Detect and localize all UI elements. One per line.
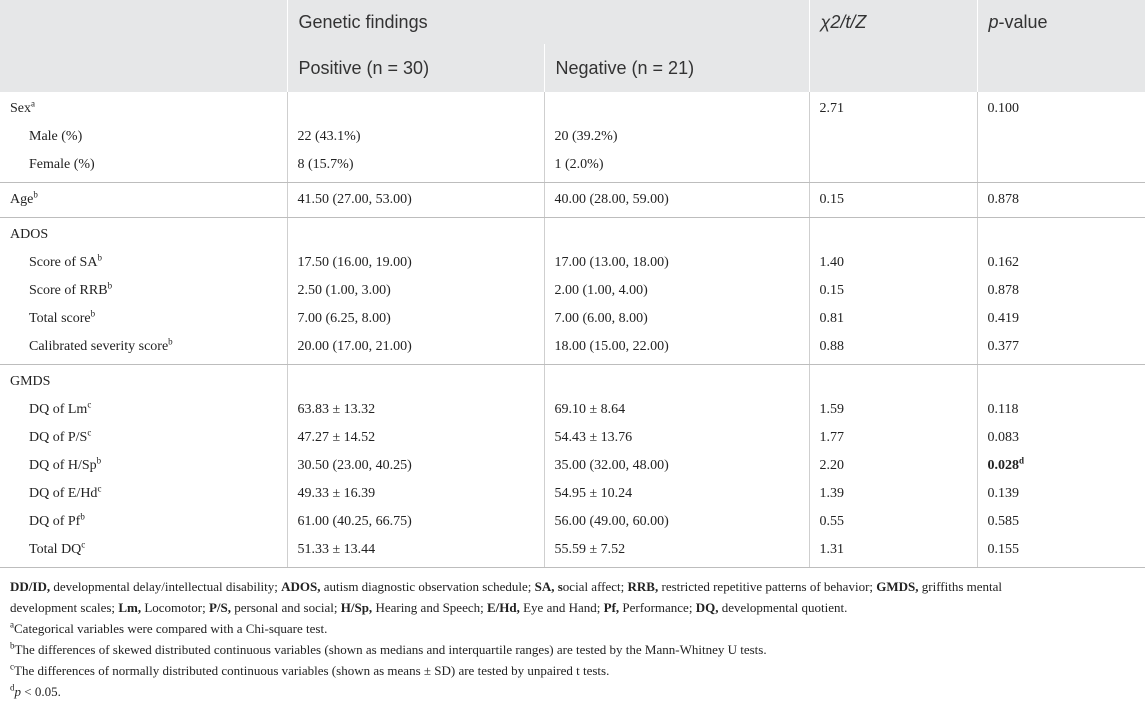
ados-row-p: [988, 305, 1145, 333]
ados-row-stat: 0.15: [819, 283, 845, 298]
gmds-row-label-text: DQ of E/Hd: [29, 486, 98, 501]
footnote-c-text: The differences of normally distributed continuous variables (shown as means ± SD) are tested by unpaired t tests.: [14, 663, 610, 678]
gmds-label: GMDS: [10, 374, 51, 389]
footnote-d-p: p: [14, 684, 21, 699]
ados-row-negative: 2.00 (1.00, 4.00): [554, 283, 648, 298]
ados-row-label: [10, 305, 287, 333]
gmds-row-label: [10, 480, 287, 508]
age-negative: 40.00 (28.00, 59.00): [554, 192, 669, 207]
sex-p: 0.100: [987, 101, 1020, 116]
gmds-row-p-sup: d: [1019, 455, 1025, 466]
gmds-row-label-text: DQ of Pf: [29, 514, 81, 529]
ados-row-label-text: Score of RRB: [29, 283, 108, 298]
gmds-row-p-value: 0.139: [987, 486, 1020, 501]
gmds-row-p-value: 0.118: [987, 402, 1019, 417]
ados-row-positive: 17.50 (16.00, 19.00): [297, 255, 412, 270]
female-label: Female (%): [29, 157, 95, 172]
ados-row-stat: 0.88: [819, 339, 845, 354]
footnote-b-text: The differences of skewed distributed continuous variables (shown as medians and interquartile ranges) are tested by the Mann-Whitney U tests.: [14, 642, 767, 657]
age-p: 0.878: [987, 192, 1020, 207]
gmds-row-negative: 56.00 (49.00, 60.00): [554, 514, 669, 529]
male-negative: 20 (39.2%): [554, 129, 618, 144]
abbreviation-term: H/Sp,: [340, 600, 373, 615]
abbreviations-line-2: [10, 597, 1135, 618]
gmds-row-positive: 47.27 ± 14.52: [297, 430, 376, 445]
header-blank-3: [809, 44, 977, 92]
footnote-c: [10, 660, 1135, 681]
header-p-letter: p: [988, 11, 999, 32]
gmds-row-label: [10, 452, 287, 480]
table-row-ados: [0, 218, 1145, 365]
footnote-a: [10, 618, 1135, 639]
header-blank-2: [0, 44, 287, 92]
table-row-age: [0, 183, 1145, 218]
gmds-row-negative: 55.59 ± 7.52: [554, 542, 626, 557]
gmds-row-positive: 51.33 ± 13.44: [297, 542, 376, 557]
ados-row-positive: 20.00 (17.00, 21.00): [297, 339, 412, 354]
ados-row-label-sup: b: [97, 252, 102, 263]
ados-row-label-text: Total score: [29, 311, 91, 326]
ados-row-p-value: 0.377: [987, 339, 1020, 354]
header-genetic-findings: Genetic findings: [287, 0, 809, 44]
gmds-row-p-value: 0.028: [987, 458, 1020, 473]
header-positive: Positive (n = 30): [287, 44, 544, 92]
gmds-row-label-text: DQ of H/Sp: [29, 458, 97, 473]
gmds-row-negative: 54.95 ± 10.24: [554, 486, 633, 501]
ados-row-label-sup: b: [107, 280, 113, 291]
gmds-row-p-value: 0.083: [987, 430, 1020, 445]
gmds-row-stat: 0.55: [819, 514, 845, 529]
header-stat: [809, 0, 977, 44]
abbreviation-definition: Hearing and Speech;: [372, 600, 487, 615]
footnote-a-text: Categorical variables were compared with a Chi-square test.: [14, 621, 328, 636]
abbreviation-definition: Locomotor;: [141, 600, 209, 615]
gmds-row-negative: 69.10 ± 8.64: [554, 402, 626, 417]
abbreviation-definition: autism diagnostic observation schedule;: [320, 579, 535, 594]
gmds-row-label: [10, 536, 287, 564]
table-row-gmds: [0, 365, 1145, 568]
footnote-d-text: < 0.05.: [21, 684, 61, 699]
header-p-value: [977, 0, 1145, 44]
footnote-d: [10, 681, 1135, 702]
gmds-row-label-sup: c: [87, 427, 92, 438]
gmds-row-positive: 63.83 ± 13.32: [297, 402, 376, 417]
gmds-row-p: [988, 480, 1145, 508]
ados-row-p-value: 0.419: [987, 311, 1020, 326]
footnote-a-sup: a: [10, 619, 14, 630]
ados-row-label: [10, 277, 287, 305]
abbreviation-definition: restricted repetitive patterns of behavior;: [658, 579, 877, 594]
abbreviation-term: P/S,: [208, 600, 231, 615]
table-row-sex: [0, 92, 1145, 183]
header-negative: Negative (n = 21): [544, 44, 809, 92]
gmds-row-p: [988, 508, 1145, 536]
gmds-row-negative: 35.00 (32.00, 48.00): [554, 458, 669, 473]
ados-row-negative: 18.00 (15.00, 22.00): [554, 339, 669, 354]
gmds-row-p: [988, 452, 1145, 480]
footnote-d-sup: d: [10, 682, 15, 693]
ados-row-label-sup: b: [90, 308, 96, 319]
abbreviation-term: DD/ID,: [10, 579, 51, 594]
age-positive: 41.50 (27.00, 53.00): [297, 192, 412, 207]
age-stat: 0.15: [819, 192, 845, 207]
header-p-suffix: -value: [998, 11, 1048, 32]
footnote-b: [10, 639, 1135, 660]
abbreviation-term: E/Hd,: [486, 600, 520, 615]
table-header: [0, 0, 1145, 92]
ados-row-label-sup: b: [168, 336, 173, 347]
footnote-b-sup: b: [10, 640, 15, 651]
gmds-row-positive: 49.33 ± 16.39: [297, 486, 376, 501]
abbreviation-definition: griffiths mental: [918, 579, 1003, 594]
gmds-row-p: [988, 424, 1145, 452]
abbreviation-term: ADOS,: [281, 579, 321, 594]
footnote-c-sup: c: [10, 661, 14, 672]
ados-row-p-value: 0.878: [987, 283, 1020, 298]
header-blank-4: [977, 44, 1145, 92]
abbreviation-term: Pf,: [603, 600, 620, 615]
abbreviation-definition: personal and social;: [231, 600, 341, 615]
gmds-row-positive: 30.50 (23.00, 40.25): [297, 458, 412, 473]
gmds-row-p-value: 0.585: [987, 514, 1020, 529]
abbreviation-definition: developmental quotient.: [718, 600, 848, 615]
gmds-row-label-text: DQ of Lm: [29, 402, 88, 417]
gmds-row-stat: 1.77: [819, 430, 845, 445]
abbreviations-line-1: [10, 576, 1135, 597]
header-blank: [0, 0, 287, 44]
gmds-row-negative: 54.43 ± 13.76: [554, 430, 633, 445]
gmds-row-stat: 2.20: [819, 458, 845, 473]
abbreviation-definition: ocial affect;: [562, 579, 628, 594]
table-footnotes: [0, 568, 1145, 702]
gmds-row-label-sup: c: [87, 399, 92, 410]
age-sup: b: [33, 189, 38, 200]
male-positive: 22 (43.1%): [297, 129, 361, 144]
abbreviation-term: Lm,: [118, 600, 142, 615]
gmds-row-label-text: Total DQ: [29, 542, 82, 557]
abbreviation-definition: Eye and Hand;: [519, 600, 604, 615]
gmds-row-label: [10, 396, 287, 424]
ados-row-negative: 17.00 (13.00, 18.00): [554, 255, 669, 270]
abbreviation-definition: developmental delay/intellectual disability;: [50, 579, 282, 594]
gmds-row-label-sup: c: [97, 483, 102, 494]
ados-row-label: [10, 333, 287, 361]
gmds-row-stat: 1.39: [819, 486, 845, 501]
sex-stat: 2.71: [819, 101, 845, 116]
gmds-row-label-sup: c: [81, 539, 86, 550]
abbreviation-term: RRB,: [627, 579, 659, 594]
gmds-row-label-text: DQ of P/S: [29, 430, 88, 445]
ados-row-p-value: 0.162: [987, 255, 1020, 270]
male-label: Male (%): [29, 129, 83, 144]
ados-row-positive: 7.00 (6.25, 8.00): [297, 311, 391, 326]
gmds-row-p: [988, 396, 1145, 424]
ados-row-p: [988, 333, 1145, 361]
gmds-row-label: [10, 508, 287, 536]
age-label: Age: [10, 192, 34, 207]
sex-sup: a: [31, 98, 35, 109]
gmds-row-label: [10, 424, 287, 452]
header-stat-text: χ2/t/Z: [820, 11, 867, 32]
ados-row-label-text: Calibrated severity score: [29, 339, 169, 354]
gmds-row-p: [988, 536, 1145, 564]
gmds-row-positive: 61.00 (40.25, 66.75): [297, 514, 412, 529]
abbreviation-term: GMDS,: [876, 579, 919, 594]
abbreviation-definition: Performance;: [619, 600, 696, 615]
ados-row-stat: 0.81: [819, 311, 845, 326]
gmds-row-label-sup: b: [96, 455, 102, 466]
gmds-row-stat: 1.31: [819, 542, 845, 557]
abbreviation-term: SA, s: [534, 579, 563, 594]
abbreviation-term: DQ,: [695, 600, 719, 615]
gmds-row-p-value: 0.155: [987, 542, 1020, 557]
ados-row-label: [10, 249, 287, 277]
sex-label: Sex: [10, 101, 31, 116]
ados-row-positive: 2.50 (1.00, 3.00): [297, 283, 391, 298]
ados-row-stat: 1.40: [819, 255, 845, 270]
gmds-row-stat: 1.59: [819, 402, 845, 417]
ados-row-p: [988, 249, 1145, 277]
abbreviation-definition: development scales;: [10, 600, 119, 615]
female-positive: 8 (15.7%): [297, 157, 354, 172]
ados-label: ADOS: [10, 227, 49, 242]
female-negative: 1 (2.0%): [554, 157, 604, 172]
ados-row-negative: 7.00 (6.00, 8.00): [554, 311, 648, 326]
gmds-row-label-sup: b: [80, 511, 85, 522]
ados-row-p: [988, 277, 1145, 305]
ados-row-label-text: Score of SA: [29, 255, 98, 270]
